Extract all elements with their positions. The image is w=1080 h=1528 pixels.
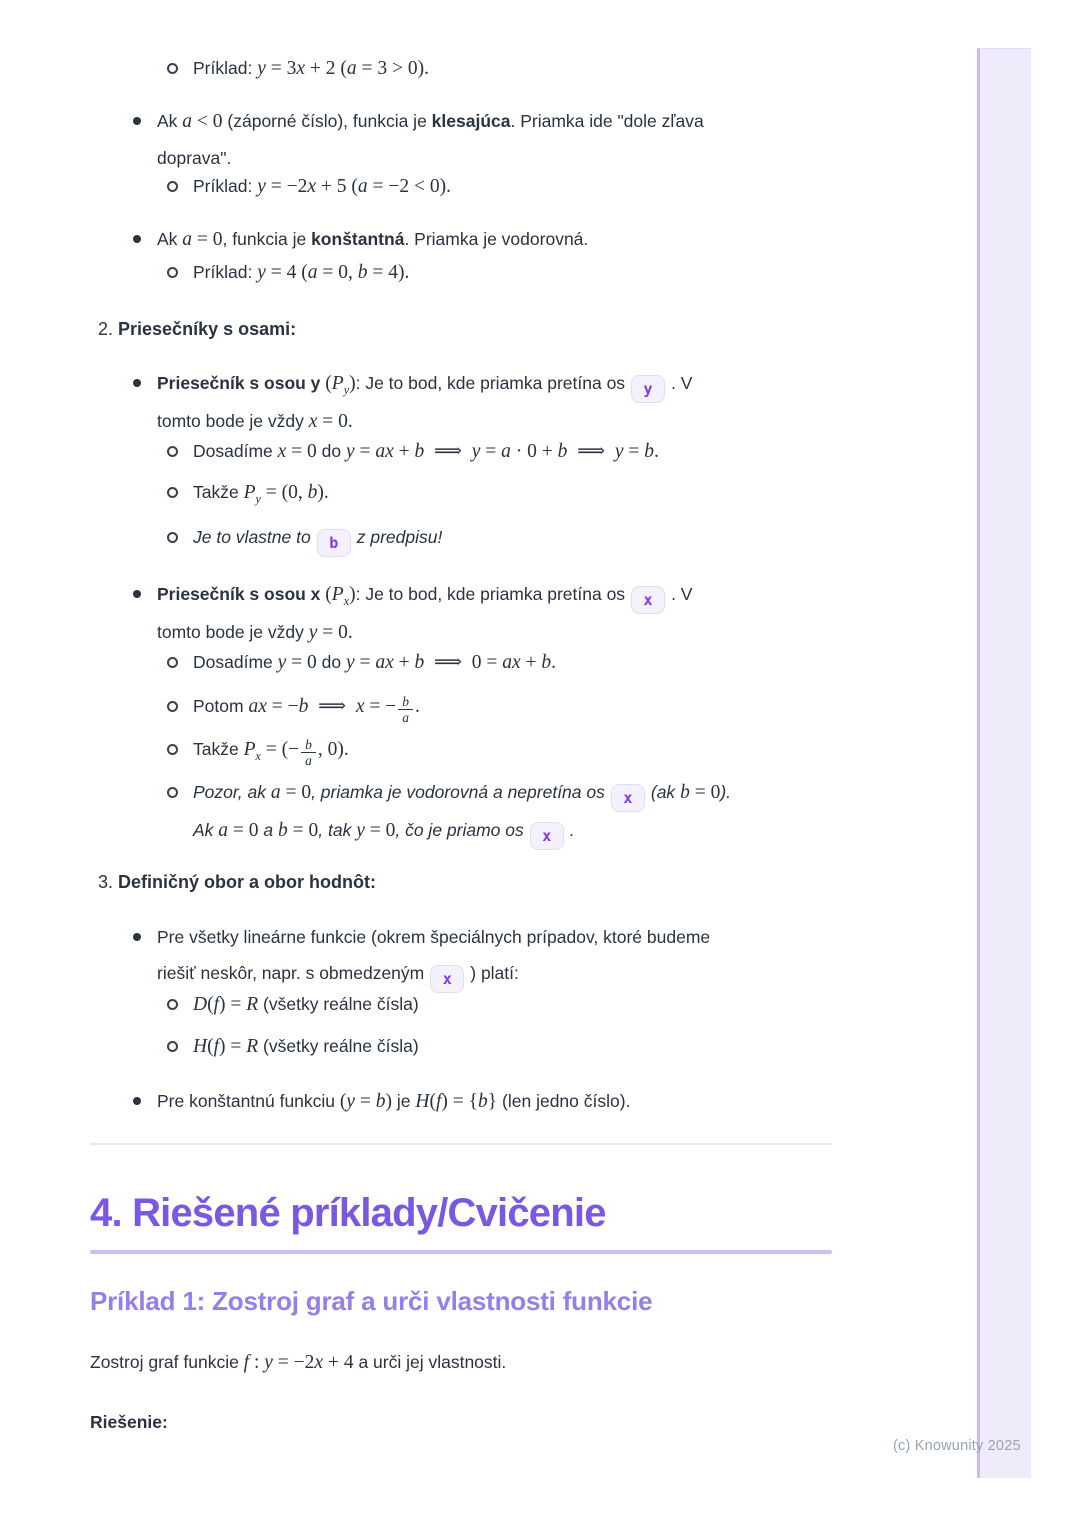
math-expression: a = 0 [218,820,259,841]
inline-code-chip: b [317,529,351,557]
footer-copyright: (c) Knowunity 2025 [893,1438,1021,1454]
math-expression: D(f) = R [193,994,259,1015]
math-expression: . [414,696,420,717]
bullet-dot-icon [133,1097,141,1105]
text: 4. Riešené príklady/Cvičenie [90,1191,606,1235]
text: (len jedno číslo). [497,1091,631,1111]
list-item-level1 [90,1083,899,1120]
italic-text: , čo je priamo os [395,820,524,840]
list-item-level2 [90,50,935,87]
numbered-heading [90,311,840,347]
math-expression: a = 0 [182,229,223,250]
bold-text: Priesečníky s osami: [118,319,297,339]
text: Pre konštantnú funkciu [157,1091,340,1111]
list-item-level2 [90,774,935,850]
section-title-underline [90,1250,832,1254]
bullet-circle-icon [167,487,178,498]
text: . V [671,584,693,604]
math-expression: y = ax + b ⟹ y = a · 0 + b ⟹ y = b. [345,441,659,462]
math-expression: b = 0 [680,782,721,803]
math-expression: y = 0 [356,820,396,841]
numbered-heading [90,864,840,900]
text: tomto bode je vždy [157,411,309,431]
bold-text: klesajúca [431,111,511,131]
bold-text: Priesečník s osou x [157,584,321,604]
bullet-circle-icon [167,999,178,1010]
list-item-level2 [90,731,935,769]
italic-text: a [258,820,279,840]
list-item-level2 [90,1028,935,1065]
list-item-level1 [90,103,899,176]
math-expression: H(f) = R [193,1036,259,1057]
paragraph [90,1404,832,1440]
math-expression: b = 0 [278,820,319,841]
text: Príklad 1: Zostroj graf a urči vlastnosti funkcie [90,1286,653,1316]
math-expression: a = 0 [270,782,312,803]
list-item-level1 [90,919,899,993]
italic-text: ). [720,782,732,802]
list-item-level1 [90,576,899,651]
text: , funkcia je [222,229,312,249]
math-expression: y = 0. [308,622,353,643]
subsection-title [90,1284,832,1318]
bullet-circle-icon [167,267,178,278]
list-item-level2 [90,254,935,291]
text: a urči jej vlastnosti. [353,1352,507,1372]
text: Pre všetky lineárne funkcie (okrem špeciálnych prípadov, ktoré budeme [157,927,711,947]
math-expression: a < 0 [182,111,223,132]
inline-code-chip: x [530,822,564,850]
text: tomto bode je vždy [157,622,309,642]
italic-text: , tak [318,820,357,840]
math-expression: y = −2x + 5 (a = −2 < 0). [257,176,452,197]
math-expression: ax = −b ⟹ x = − [248,696,397,717]
text: Príklad: [193,58,258,78]
inline-code-chip: y [631,375,665,403]
section-divider [90,1143,832,1145]
text: Dosadíme [193,652,278,672]
italic-text: , priamka je vodorovná a nepretína os [311,782,605,802]
italic-text: Ak [193,820,219,840]
math-expression: , 0). [317,739,349,760]
text: do [316,441,346,461]
math-expression: y = 0 [277,652,317,673]
text: Potom [193,696,249,716]
italic-text: Pozor, ak [193,782,271,802]
math-expression: $P_y = (0$, b). [243,482,329,506]
text: Príklad: [193,176,258,196]
text: 2. [98,319,119,339]
inline-code-chip: x [611,784,645,812]
math-expression: f : y = −2x + 4 [243,1352,354,1373]
italic-text: (ak [650,782,681,802]
text: Dosadíme [193,441,278,461]
text: riešiť neskôr, napr. s obmedzeným [157,963,425,983]
math-fraction: $\frac{b}{a}$ [301,737,316,769]
list-item-level1 [90,221,899,258]
list-item-level2 [90,168,935,205]
text: . Priamka je vodorovná. [404,229,589,249]
list-item-level2 [90,519,935,557]
text: do [316,652,346,672]
list-item-level2 [90,433,935,470]
bullet-dot-icon [133,379,141,387]
section-title [90,1189,832,1237]
text: . Priamka ide "dole zľava [510,111,704,131]
text: Takže [193,739,244,759]
text: Zostroj graf funkcie [90,1352,244,1372]
text: : Je to bod, kde priamka pretína os [355,584,626,604]
inline-code-chip: x [430,965,464,993]
text: (všetky reálne čísla) [258,994,419,1014]
list-item-level2 [90,474,935,511]
math-expression: $(P_x)$ [325,584,356,608]
bullet-circle-icon [167,657,178,668]
bold-text: Definičný obor a obor hodnôt: [118,872,376,892]
bullet-dot-icon [133,933,141,941]
math-expression: (y = b) [339,1091,393,1112]
text: Takže [193,482,244,502]
bullet-circle-icon [167,181,178,192]
text: ) platí: [470,963,519,983]
text: doprava". [157,148,232,168]
text: (všetky reálne čísla) [258,1036,419,1056]
text: je [392,1091,416,1111]
bullet-dot-icon [133,235,141,243]
inline-code-chip: x [631,586,665,614]
paragraph [90,1344,832,1381]
math-fraction: $\frac{b}{a}$ [398,694,413,726]
math-expression: y = ax + b ⟹ 0 = ax + b. [345,652,557,673]
bullet-circle-icon [167,446,178,457]
bullet-circle-icon [167,532,178,543]
list-item-level2 [90,688,935,726]
bold-text: Riešenie: [90,1412,168,1432]
bold-text: Priesečník s osou y [157,373,321,393]
math-expression: $(P_y)$ [325,373,356,397]
bullet-circle-icon [167,701,178,712]
math-expression: y = 4 (a = 0, b = 4). [257,262,410,283]
text: Ak [157,229,183,249]
bullet-circle-icon [167,1041,178,1052]
bullet-dot-icon [133,117,141,125]
bullet-circle-icon [167,787,178,798]
text: Príklad: [193,262,258,282]
bold-text: konštantná [311,229,405,249]
bullet-circle-icon [167,63,178,74]
text: 3. [98,872,119,892]
math-expression: y = 3x + 2 (a = 3 > 0). [257,58,430,79]
math-expression: H(f) = {b} [415,1091,498,1112]
italic-text: Je to vlastne to [193,527,311,547]
bullet-circle-icon [167,744,178,755]
math-expression: $P_x$ = (− [243,739,300,763]
text: : Je to bod, kde priamka pretína os [355,373,626,393]
list-item-level2 [90,986,935,1023]
scrollbar-track[interactable] [977,48,1031,1478]
list-item-level2 [90,644,935,681]
text: . V [671,373,693,393]
bullet-dot-icon [133,590,141,598]
italic-text: . [569,820,575,840]
math-expression: x = 0 [277,441,317,462]
text: (záporné číslo), funkcia je [222,111,432,131]
math-expression: x = 0. [308,411,353,432]
italic-text: z predpisu! [356,527,443,547]
list-item-level1 [90,365,899,440]
text: Ak [157,111,183,131]
